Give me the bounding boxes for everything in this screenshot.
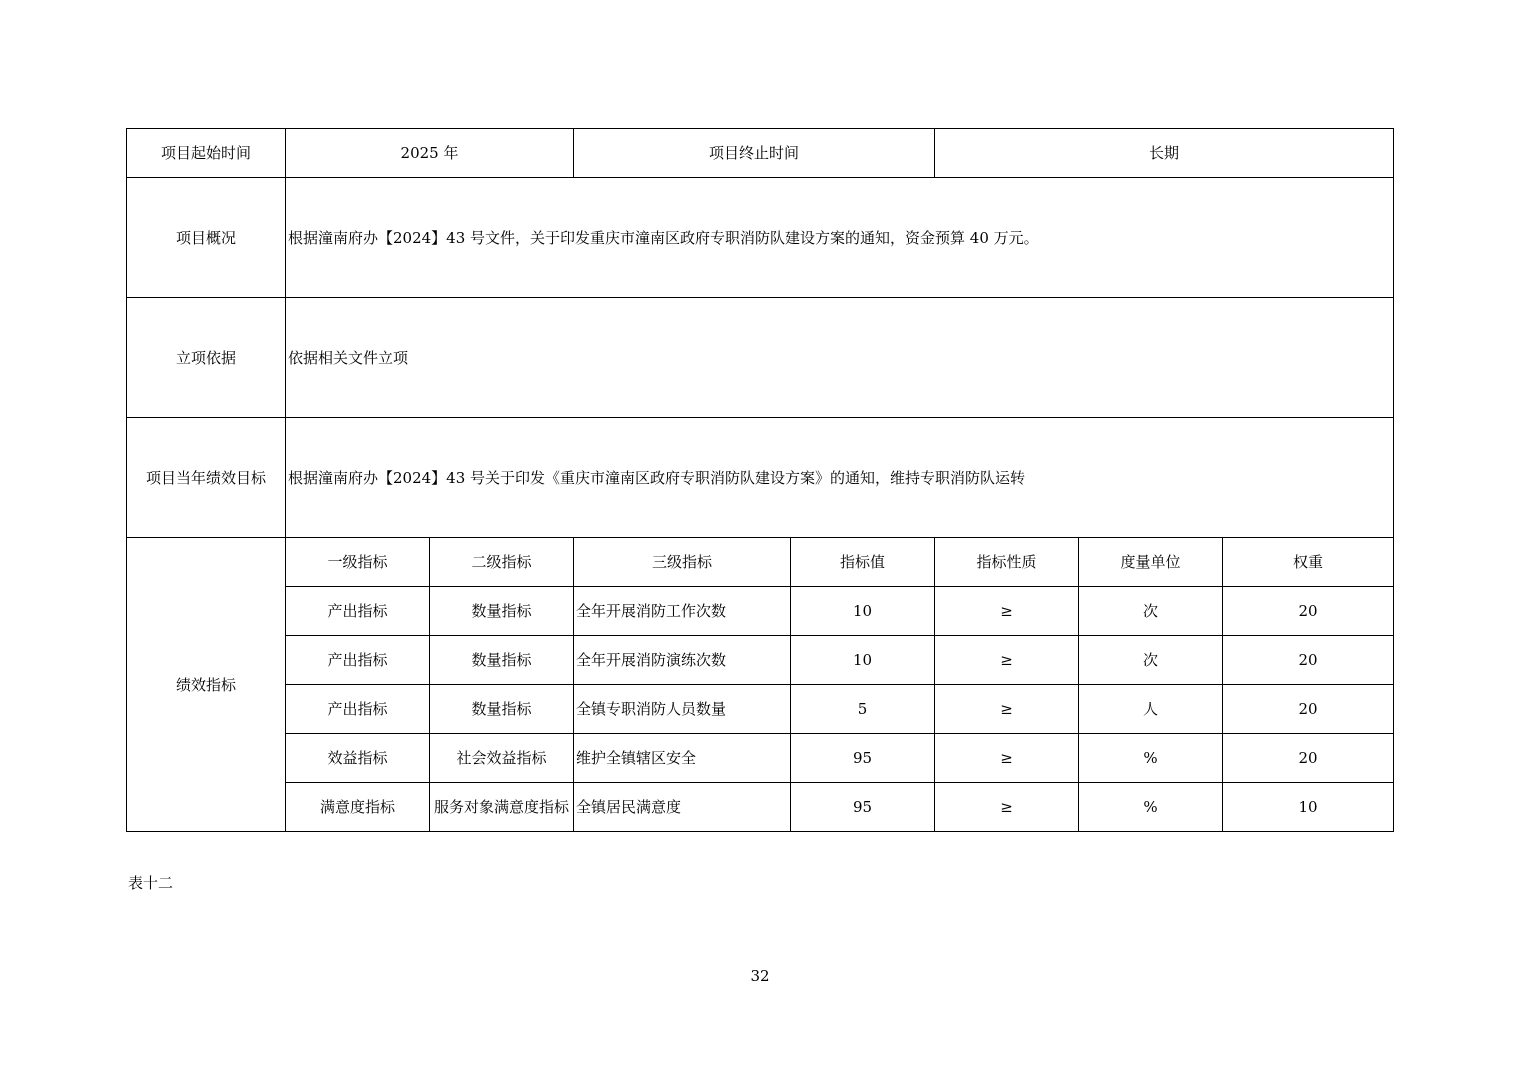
nature-cell: ≥ bbox=[935, 685, 1079, 734]
end-time-value: 长期 bbox=[935, 129, 1394, 178]
basis-row bbox=[127, 298, 1394, 418]
value-cell: 95 bbox=[791, 783, 935, 832]
nature-cell: ≥ bbox=[935, 734, 1079, 783]
basis-text: 依据相关文件立项 bbox=[286, 298, 1394, 418]
nature-cell: ≥ bbox=[935, 636, 1079, 685]
table-row bbox=[127, 636, 1394, 685]
column-header: 度量单位 bbox=[1079, 538, 1223, 587]
level1-cell: 产出指标 bbox=[286, 587, 430, 636]
weight-cell: 20 bbox=[1223, 734, 1394, 783]
column-header: 权重 bbox=[1223, 538, 1394, 587]
column-header: 指标值 bbox=[791, 538, 935, 587]
indicator-header-row bbox=[127, 538, 1394, 587]
page-number: 32 bbox=[750, 967, 770, 985]
column-header: 三级指标 bbox=[574, 538, 791, 587]
nature-cell: ≥ bbox=[935, 587, 1079, 636]
table-row bbox=[127, 734, 1394, 783]
level2-cell: 数量指标 bbox=[430, 636, 574, 685]
level2-cell: 社会效益指标 bbox=[430, 734, 574, 783]
level3-cell: 维护全镇辖区安全 bbox=[574, 734, 791, 783]
value-cell: 95 bbox=[791, 734, 935, 783]
level1-cell: 满意度指标 bbox=[286, 783, 430, 832]
table-caption: 表十二 bbox=[128, 874, 174, 892]
unit-cell: 次 bbox=[1079, 636, 1223, 685]
unit-cell: 人 bbox=[1079, 685, 1223, 734]
weight-cell: 20 bbox=[1223, 587, 1394, 636]
value-cell: 10 bbox=[791, 587, 935, 636]
table-row bbox=[127, 587, 1394, 636]
level3-cell: 全镇专职消防人员数量 bbox=[574, 685, 791, 734]
level2-cell: 服务对象满意度指标 bbox=[430, 783, 574, 832]
indicators-label: 绩效指标 bbox=[127, 538, 286, 832]
period-row bbox=[127, 129, 1394, 178]
basis-label: 立项依据 bbox=[127, 298, 286, 418]
goal-row bbox=[127, 418, 1394, 538]
level1-cell: 产出指标 bbox=[286, 685, 430, 734]
goal-label: 项目当年绩效目标 bbox=[127, 418, 286, 538]
level3-cell: 全年开展消防演练次数 bbox=[574, 636, 791, 685]
weight-cell: 10 bbox=[1223, 783, 1394, 832]
table-row bbox=[127, 783, 1394, 832]
start-time-value: 2025 年 bbox=[286, 129, 574, 178]
end-time-label: 项目终止时间 bbox=[574, 129, 935, 178]
overview-row bbox=[127, 178, 1394, 298]
overview-label: 项目概况 bbox=[127, 178, 286, 298]
column-header: 指标性质 bbox=[935, 538, 1079, 587]
level2-cell: 数量指标 bbox=[430, 685, 574, 734]
level3-cell: 全镇居民满意度 bbox=[574, 783, 791, 832]
weight-cell: 20 bbox=[1223, 685, 1394, 734]
start-time-label: 项目起始时间 bbox=[127, 129, 286, 178]
column-header: 一级指标 bbox=[286, 538, 430, 587]
level1-cell: 效益指标 bbox=[286, 734, 430, 783]
column-header: 二级指标 bbox=[430, 538, 574, 587]
weight-cell: 20 bbox=[1223, 636, 1394, 685]
table-row bbox=[127, 685, 1394, 734]
unit-cell: 次 bbox=[1079, 587, 1223, 636]
goal-text: 根据潼南府办【2024】43 号关于印发《重庆市潼南区政府专职消防队建设方案》的通知，维持专职消防队运转 bbox=[286, 418, 1394, 538]
unit-cell: % bbox=[1079, 783, 1223, 832]
level3-cell: 全年开展消防工作次数 bbox=[574, 587, 791, 636]
value-cell: 5 bbox=[791, 685, 935, 734]
value-cell: 10 bbox=[791, 636, 935, 685]
overview-text: 根据潼南府办【2024】43 号文件，关于印发重庆市潼南区政府专职消防队建设方案的通知，资金预算 40 万元。 bbox=[286, 178, 1394, 298]
unit-cell: % bbox=[1079, 734, 1223, 783]
level1-cell: 产出指标 bbox=[286, 636, 430, 685]
nature-cell: ≥ bbox=[935, 783, 1079, 832]
performance-table bbox=[126, 128, 1394, 832]
level2-cell: 数量指标 bbox=[430, 587, 574, 636]
